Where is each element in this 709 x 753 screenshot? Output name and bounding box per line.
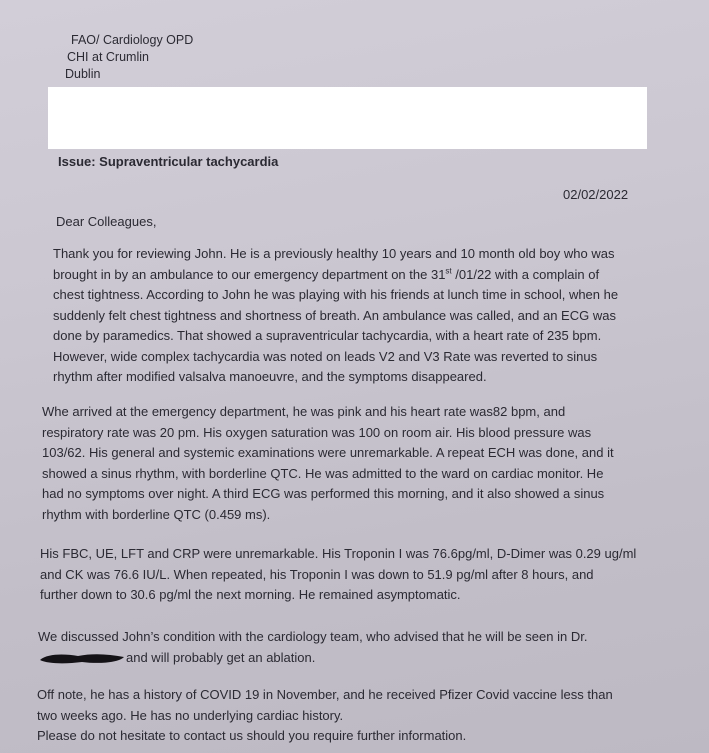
para2-line: had no symptoms over night. A third ECG was performed this morning, and it also showed a sinus: [42, 486, 605, 501]
salutation: Dear Colleagues,: [56, 214, 157, 229]
paragraph-1: [53, 244, 631, 388]
para4-line: We discussed John’s condition with the cardiology team, who advised that he will be seen in Dr.: [38, 629, 588, 644]
para1-line: brought in by an ambulance to our emergency department on the 31st /01/22 with a complain of: [53, 266, 600, 282]
address-line-3: Dublin: [65, 67, 101, 81]
para2-line: 103/62. His general and systemic examinations were unremarkable. A repeat ECH was done, and it: [42, 445, 614, 460]
para5-line: two weeks ago. He has no underlying cardiac history.: [37, 707, 344, 723]
issue-heading: Issue: Supraventricular tachycardia: [58, 154, 279, 169]
redaction-smudge: [38, 651, 126, 665]
para3-line: further down to 30.6 pg/ml the next morning. He remained asymptomatic.: [40, 587, 461, 602]
paragraph-3: [40, 544, 637, 606]
para3-line: His FBC, UE, LFT and CRP were unremarkable. His Troponin I was 76.6pg/ml, D-Dimer was 0.29 ug/ml: [40, 546, 637, 561]
para4-line: and will probably get an ablation.: [38, 648, 634, 669]
para5-line: Off note, he has a history of COVID 19 in November, and he received Pfizer Covid vaccine less than: [37, 687, 613, 702]
para1-line: However, wide complex tachycardia was noted on leads V2 and V3 Rate was reverted to sinus: [53, 348, 598, 364]
address-line-1: FAO/ Cardiology OPD: [71, 33, 194, 47]
paragraph-2: [42, 402, 634, 525]
paragraph-5: [37, 685, 637, 747]
paragraph-4: [38, 627, 634, 668]
letter-date: 02/02/2022: [563, 187, 629, 202]
para1-line: Thank you for reviewing John. He is a previously healthy 10 years and 10 month old boy who was: [53, 246, 615, 261]
para2-line: respiratory rate was 20 pm. His oxygen saturation was 100 on room air. His blood pressure was: [42, 424, 592, 440]
para5-line: Please do not hesitate to contact us should you require further information.: [37, 728, 467, 743]
para1-line: done by paramedics. That showed a supraventricular tachycardia, with a heart rate of 235 bpm.: [53, 328, 602, 343]
address-line-2: CHI at Crumlin: [67, 50, 149, 64]
para3-line: and CK was 76.6 IU/L. When repeated, his Troponin I was down to 51.9 pg/ml after 8 hours, and: [40, 566, 594, 582]
para1-line: suddenly felt chest tightness and shortness of breath. An ambulance was called, and an ECG was: [53, 307, 616, 323]
redaction-box: [48, 87, 647, 149]
para1-line: rhythm after modified valsalva manoeuvre, and the symptoms disappeared.: [53, 369, 487, 384]
para2-line: showed a sinus rhythm, with borderline QTC. He was admitted to the ward on cardiac monitor. He: [42, 465, 604, 481]
para2-line: Whe arrived at the emergency department, he was pink and his heart rate was82 bpm, and: [42, 404, 566, 419]
para1-line: chest tightness. According to John he was playing with his friends at lunch time in school, when he: [53, 287, 619, 302]
address-block: [65, 32, 194, 83]
para2-line: rhythm with borderline QTC (0.459 ms).: [42, 506, 271, 522]
